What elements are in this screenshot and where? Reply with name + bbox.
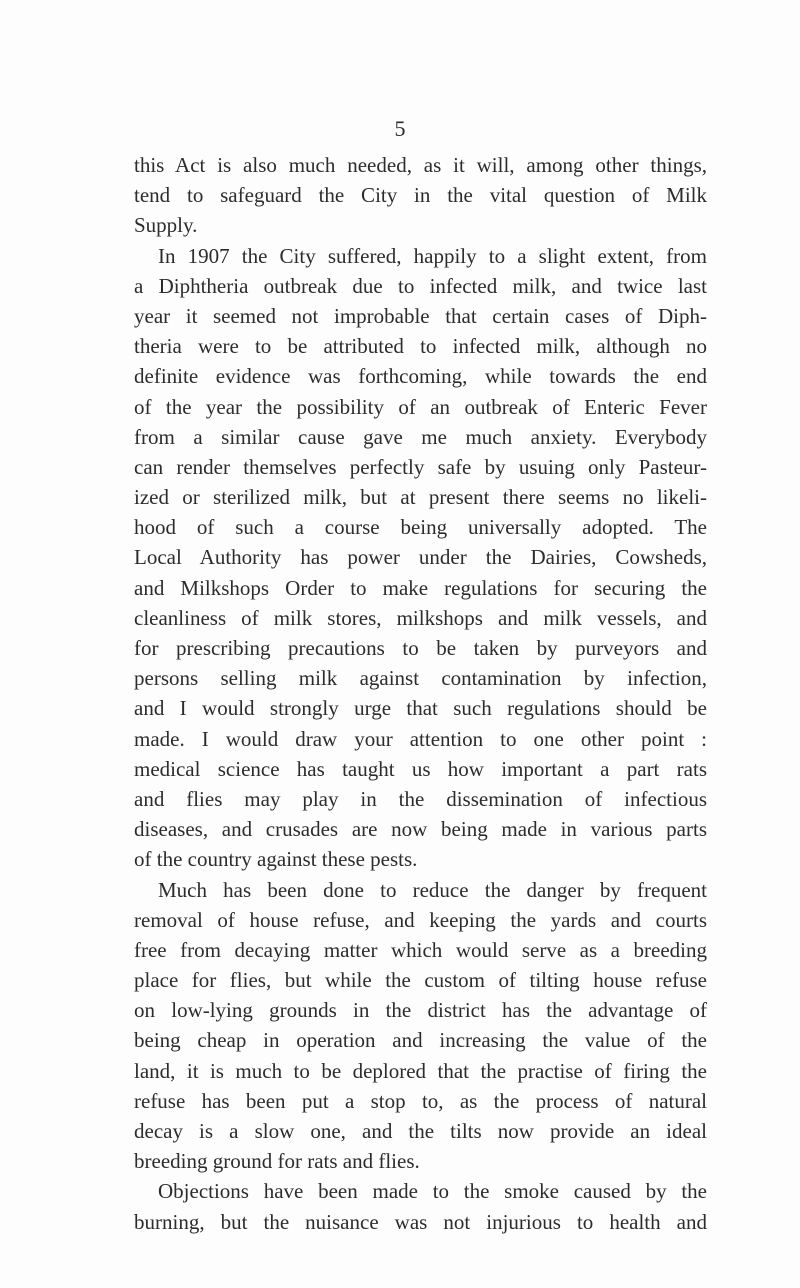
text-line: persons selling milk against contamination by infection, (134, 666, 707, 691)
text-line: of the country against these pests. (134, 847, 418, 872)
text-line: and flies may play in the dissemination of infectious (134, 786, 707, 811)
text-line: from a similar cause gave me much anxiety. Everybody (134, 424, 707, 449)
text-line: refuse has been put a stop to, as the process of natural (134, 1088, 707, 1113)
text-line: Much has been done to reduce the danger by frequent (158, 877, 707, 902)
text-line: this Act is also much needed, as it will, among other things, (134, 153, 707, 177)
text-line: place for flies, but while the custom of tilting house refuse (134, 968, 707, 993)
text-line: Local Authority has power under the Dairies, Cowsheds, (134, 545, 707, 570)
text-line: diseases, and crusades are now being made in various parts (134, 817, 707, 842)
text-line: cleanliness of milk stores, milkshops and milk vessels, and (134, 605, 707, 630)
text-line: ized or sterilized milk, but at present there seems no likeli- (134, 485, 707, 510)
text-line: and I would strongly urge that such regulations should be (134, 696, 707, 721)
text-line: land, it is much to be deplored that the practise of firing the (134, 1058, 707, 1083)
text-line: of the year the possibility of an outbreak of Enteric Fever (134, 394, 707, 419)
text-line: can render themselves perfectly safe by usuing only Pasteur- (134, 454, 707, 479)
text-line: a Diphtheria outbreak due to infected milk, and twice last (134, 273, 707, 298)
text-line: for prescribing precautions to be taken by purveyors and (134, 636, 707, 660)
text-line: made. I would draw your attention to one other point : (134, 726, 707, 751)
text-line: and Milkshops Order to make regulations for securing the (134, 575, 707, 600)
text-line: Objections have been made to the smoke caused by the (158, 1179, 707, 1204)
text-line: burning, but the nuisance was not injurious to health and (134, 1209, 707, 1234)
text-line: on low-lying grounds in the district has the advantage of (134, 998, 707, 1023)
text-line: Supply. (134, 213, 198, 238)
text-line: being cheap in operation and increasing the value of the (134, 1028, 707, 1053)
text-line: theria were to be attributed to infected milk, although no (134, 334, 707, 359)
text-line: In 1907 the City suffered, happily to a slight extent, from (158, 243, 707, 268)
body-text (134, 150, 707, 1237)
text-line: definite evidence was forthcoming, while towards the end (134, 364, 707, 389)
text-line: medical science has taught us how important a part rats (134, 756, 707, 781)
text-line: breeding ground for rats and flies. (134, 1149, 420, 1174)
text-line: tend to safeguard the City in the vital question of Milk (134, 183, 707, 208)
page-number: 5 (394, 116, 406, 141)
text-line: hood of such a course being universally adopted. The (134, 515, 707, 540)
text-line: decay is a slow one, and the tilts now provide an ideal (134, 1119, 707, 1143)
text-line: removal of house refuse, and keeping the yards and courts (134, 907, 707, 932)
text-line: year it seemed not improbable that certain cases of Diph- (134, 303, 707, 328)
text-line: free from decaying matter which would serve as a breeding (134, 937, 707, 962)
